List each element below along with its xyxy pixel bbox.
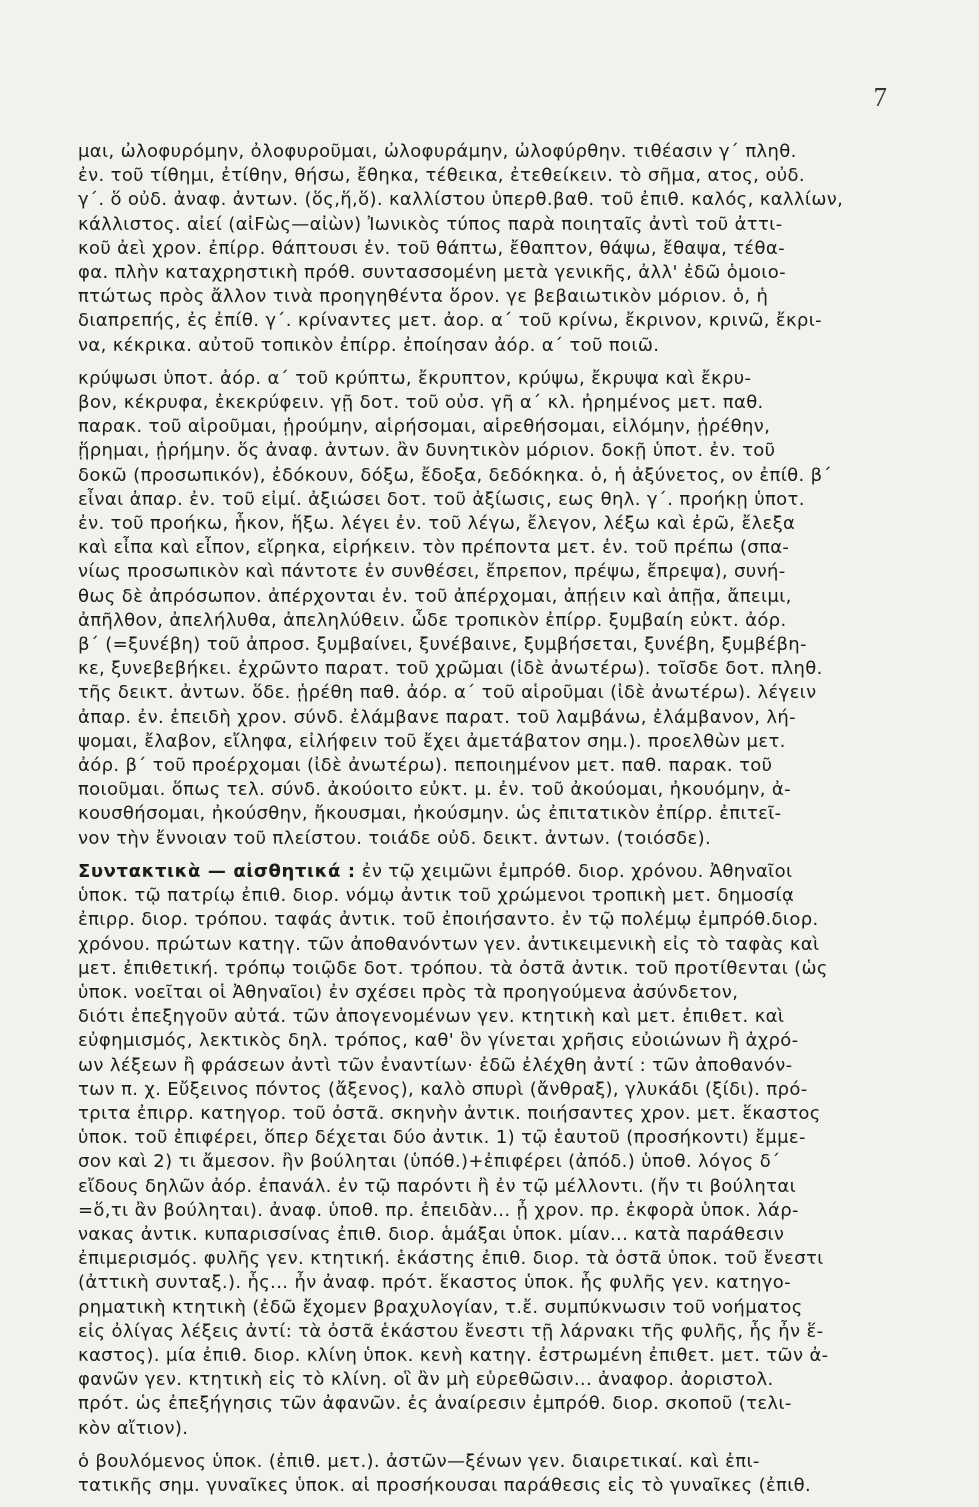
text-line: τῆς δεικτ. ἀντων. ὅδε. ᾑρέθη παθ. ἀόρ. α΄ τοῦ αἱροῦμαι (ἰδὲ ἀνωτέρω). λέγειν [78,682,817,704]
paragraph-vocabulary-continued [78,140,900,358]
text-line: ὁ βουλόμενος ὑποκ. (ἐπιθ. μετ.). ἀστῶν—ξένων γεν. διαιρετικαί. καὶ ἐπι- [78,1450,760,1472]
paragraph-syntax-aesthetics [78,860,900,1441]
text-line: εἰς ὀλίγας λέξεις ἀντί: τὰ ὀστᾶ ἑκάστου ἔνεστι τῇ λάρνακι τῆς φυλῆς, ἧς ἦν ἕ- [78,1320,824,1342]
text-line: νον τὴν ἔννοιαν τοῦ πλείστου. τοιάδε οὐδ. δεικτ. ἀντων. (τοιόσδε). [78,827,712,849]
text-line: βον, κέκρυφα, ἐκεκρύφειν. γῇ δοτ. τοῦ οὐσ. γῆ α΄ κλ. ἠρημένος μετ. παθ. [78,392,764,414]
text-line: σον καὶ 2) τι ἄμεσον. ἢν βούληται (ὑπόθ.)+ἐπιφέρει (ἀπόδ.) ὑποθ. λόγος δ΄ [78,1151,781,1173]
text-line: μετ. ἐπιθετική. τρόπῳ τοιῷδε δοτ. τρόπου. τὰ ὀστᾶ ἀντικ. τοῦ προτίθενται (ὡς [78,957,828,979]
text-line: ἐπιρρ. διορ. τρόπου. ταφάς ἀντικ. τοῦ ἐποιήσαντο. ἐν τῷ πολέμῳ ἐμπρόθ.διορ. [78,909,819,931]
text-line: κάλλιστος. αἰεί (αἰFὼς—αἰὼν) Ἰωνικὸς τύπος παρὰ ποιηταῖς ἀντὶ τοῦ ἀττι- [78,213,783,235]
text-line: καστος). μία ἐπιθ. διορ. κλίνη ὑποκ. κενὴ κατηγ. ἐστρωμένη ἐπιθετ. μετ. τῶν ἀ- [78,1344,829,1366]
text-line: τριτα ἐπιρρ. κατηγορ. τοῦ ὀστᾶ. σκηνὴν ἀντικ. ποιήσαντες χρον. μετ. ἕκαστος [78,1102,821,1124]
text-line: θως δὲ ἀπρόσωπον. ἀπέρχονται ἐν. τοῦ ἀπέρχομαι, ἀπῄειν καὶ ἀπῇα, ἄπειμι, [78,585,792,607]
text-line: νακας ἀντικ. κυπαρισσίνας ἐπιθ. διορ. ἁμάξαι ὑποκ. μίαν... κατὰ παράθεσιν [78,1223,785,1245]
text-line: χρόνου. πρώτων κατηγ. τῶν ἀποθανόντων γεν. ἀντικειμενικὴ εἰς τὸ ταφὰς καὶ [78,933,820,955]
text-line: β΄ (=ξυνέβη) τοῦ ἀπροσ. ξυμβαίνει, ξυνέβαινε, ξυμβήσεται, ξυνέβη, ξυμβέβη- [78,634,807,656]
text-line [78,860,900,884]
text-line: διαπρεπής, ἐς ἐπίθ. γ΄. κρίναντες μετ. ἀορ. α΄ τοῦ κρίνω, ἔκρινον, κρινῶ, ἔκρι- [78,310,822,332]
text-line: γ΄. ὅ οὐδ. ἀναφ. ἀντων. (ὅς,ἥ,ὅ). καλλίστου ὑπερθ.βαθ. τοῦ ἐπιθ. καλός, καλλίων, [78,189,844,211]
text-line: ὑποκ. τοῦ ἐπιφέρει, ὅπερ δέχεται δύο ἀντικ. 1) τῷ ἑαυτοῦ (προσήκοντι) ἔμμε- [78,1127,806,1149]
text-line: διότι ἐπεξηγοῦν αὐτά. τῶν ἀπογενομένων γεν. κτητικὴ καὶ μετ. ἐπιθετ. καὶ [78,1006,785,1028]
text-line: φανῶν γεν. κτητικὴ εἰς τὸ κλίνη. οἳ ἂν μὴ εὑρεθῶσιν... ἀναφορ. ἀοριστολ. [78,1369,774,1391]
text-line: (ἀττικὴ συνταξ.). ἧς... ἦν ἀναφ. πρότ. ἕκαστος ὑποκ. ἧς φυλῆς γεν. κατηγο- [78,1272,791,1294]
text-line: ὑποκ. τῷ πατρίῳ ἐπιθ. διορ. νόμῳ ἀντικ τοῦ χρώμενοι τροπικὴ μετ. δημοσίᾳ [78,885,795,907]
text-line: μαι, ὠλοφυρόμην, ὀλοφυροῦμαι, ὠλοφυράμην, ὠλοφύρθην. τιθέασιν γ΄ πληθ. [78,141,797,162]
text-line: ἐπιμερισμός. φυλῆς γεν. κτητική. ἑκάστης ἐπιθ. διορ. τὰ ὀστᾶ ὑποκ. τοῦ ἔνεστι [78,1248,824,1270]
text-line: =ὅ,τι ἂν βούληται). ἀναφ. ὑποθ. πρ. ἐπειδὰν... ᾖ χρον. πρ. ἐκφορὰ ὑποκ. λάρ- [78,1199,799,1221]
text-line: δοκῶ (προσωπικόν), ἐδόκουν, δόξω, ἔδοξα, δεδόκηκα. ὁ, ἡ ἀξύνετος, ον ἐπίθ. β΄ [78,464,832,486]
text-line: ᾕρημαι, ᾑρήμην. ὅς ἀναφ. ἀντων. ἂν δυνητικὸν μόριον. δοκῇ ὑποτ. ἐν. τοῦ [78,440,776,462]
paragraph-vocabulary [78,367,900,851]
text-line: ἐν. τοῦ προήκω, ἧκον, ἥξω. λέγει ἐν. τοῦ λέγω, ἔλεγον, λέξω καὶ ἐρῶ, ἔλεξα [78,513,796,535]
text-run: ἐν τῷ χειμῶνι ἐμπρόθ. διορ. χρόνου. Ἀθηναῖοι [361,860,793,882]
text-line: ψομαι, ἔλαβον, εἴληφα, εἰλήφειν τοῦ ἔχει ἀμετάβατον σημ.). προελθὼν μετ. [78,730,786,752]
text-line: ἀπῆλθον, ἀπελήλυθα, ἀπεληλύθειν. ὧδε τροπικὸν ἐπίρρ. ξυμβαίη εὐκτ. ἀόρ. [78,609,787,631]
text-line: ρηματικὴ κτητικὴ (ἐδῶ ἔχομεν βραχυλογίαν, τ.ἔ. συμπύκνωσιν τοῦ νοήματος [78,1296,803,1318]
text-line: κοῦ ἀεὶ χρον. ἐπίρρ. θάπτουσι ἐν. τοῦ θάπτω, ἔθαπτον, θάψω, ἔθαψα, τέθα- [78,237,785,259]
text-line: τατικῆς σημ. γυναῖκες ὑποκ. αἱ προσήκουσαι παράθεσις εἰς τὸ γυναῖκες (ἐπιθ. [78,1474,812,1496]
page-body [78,140,900,1507]
text-line: των π. χ. Εὔξεινος πόντος (ἄξενος), καλὸ σπυρὶ (ἄνθραξ), γλυκάδι (ξίδι). πρό- [78,1078,808,1100]
text-line: πρότ. ὡς ἐπεξήγησις τῶν ἀφανῶν. ἐς ἀναίρεσιν ἐμπρόθ. διορ. σκοποῦ (τελι- [78,1393,792,1415]
text-line: εὐφημισμός, λεκτικὸς δηλ. τρόπος, καθ' ὃν γίνεται χρῆσις εὐοιώνων ἢ ἀχρό- [78,1030,799,1052]
page-number: 7 [873,82,887,112]
text-line: καὶ εἶπα καὶ εἶπον, εἴρηκα, εἰρήκειν. τὸν πρέποντα μετ. ἐν. τοῦ πρέπω (σπα- [78,537,790,559]
text-line: κὸν αἴτιον). [78,1417,189,1439]
text-line: να, κέκρικα. αὐτοῦ τοπικὸν ἐπίρρ. ἐποίησαν ἀόρ. α΄ τοῦ ποιῶ. [78,334,660,356]
text-line: πτώτως πρὸς ἄλλον τινὰ προηγηθέντα ὅρον. γε βεβαιωτικὸν μόριον. ὁ, ἡ [78,286,769,308]
text-line: ὑποκ. νοεῖται οἱ Ἀθηναῖοι) ἐν σχέσει πρὸς τὰ προηγούμενα ἀσύνδετον, [78,981,739,1003]
text-line: κρύψωσι ὑποτ. ἀόρ. α΄ τοῦ κρύπτω, ἔκρυπτον, κρύψω, ἔκρυψα καὶ ἔκρυ- [78,367,752,389]
text-line: ων λέξεων ἢ φράσεων ἀντὶ τῶν ἐναντίων· ἐδῶ ἐλέχθη ἀντί : τῶν ἀποθανόν- [78,1054,793,1076]
text-line: ποιοῦμαι. ὅπως τελ. σύνδ. ἀκούοιτο εὐκτ. μ. ἐν. τοῦ ἀκούομαι, ἠκουόμην, ἀ- [78,779,791,801]
paragraph-final [78,1450,900,1498]
text-line: ἀόρ. β΄ τοῦ προέρχομαι (ἰδὲ ἀνωτέρω). πεποιημένον μετ. παθ. παρακ. τοῦ [78,755,773,777]
text-line: εἴδους δηλῶν ἀόρ. ἐπανάλ. ἐν τῷ παρόντι ἢ ἐν τῷ μέλλοντι. (ἤν τι βούληται [78,1175,797,1197]
text-line: κουσθήσομαι, ἠκούσθην, ἤκουσμαι, ἠκούσμην. ὡς ἐπιτατικὸν ἐπίρρ. ἐπιτεῖ- [78,803,782,825]
text-line: ἀπαρ. ἐν. ἐπειδὴ χρον. σύνδ. ἐλάμβανε παρατ. τοῦ λαμβάνω, ἐλάμβανον, λή- [78,706,796,728]
text-line: κε, ξυνεβεβήκει. ἐχρῶντο παρατ. τοῦ χρῶμαι (ἰδὲ ἀνωτέρω). τοῖσδε δοτ. πληθ. [78,658,823,680]
text-line: παρακ. τοῦ αἱροῦμαι, ᾑρούμην, αἱρήσομαι, αἱρεθήσομαι, εἱλόμην, ᾑρέθην, [78,416,771,438]
text-line: νίως προσωπικὸν καὶ πάντοτε ἐν συνθέσει, ἔπρεπον, πρέψω, ἔπρεψα), συνή- [78,561,786,583]
text-line: εἶναι ἀπαρ. ἐν. τοῦ εἰμί. ἀξιώσει δοτ. τοῦ ἀξίωσις, εως θηλ. γ΄. προήκῃ ὑποτ. [78,488,805,510]
text-line: ἐν. τοῦ τίθημι, ἐτίθην, θήσω, ἔθηκα, τέθεικα, ἐτεθείκειν. τὸ σῆμα, ατος, οὐδ. [78,165,805,187]
text-line: φα. πλὴν καταχρηστικὴ πρόθ. συντασσομένη μετὰ γενικῆς, ἀλλ' ἐδῶ ὁμοιο- [78,262,786,284]
section-heading: Συντακτικὰ — αἰσθητικά : [78,860,356,882]
